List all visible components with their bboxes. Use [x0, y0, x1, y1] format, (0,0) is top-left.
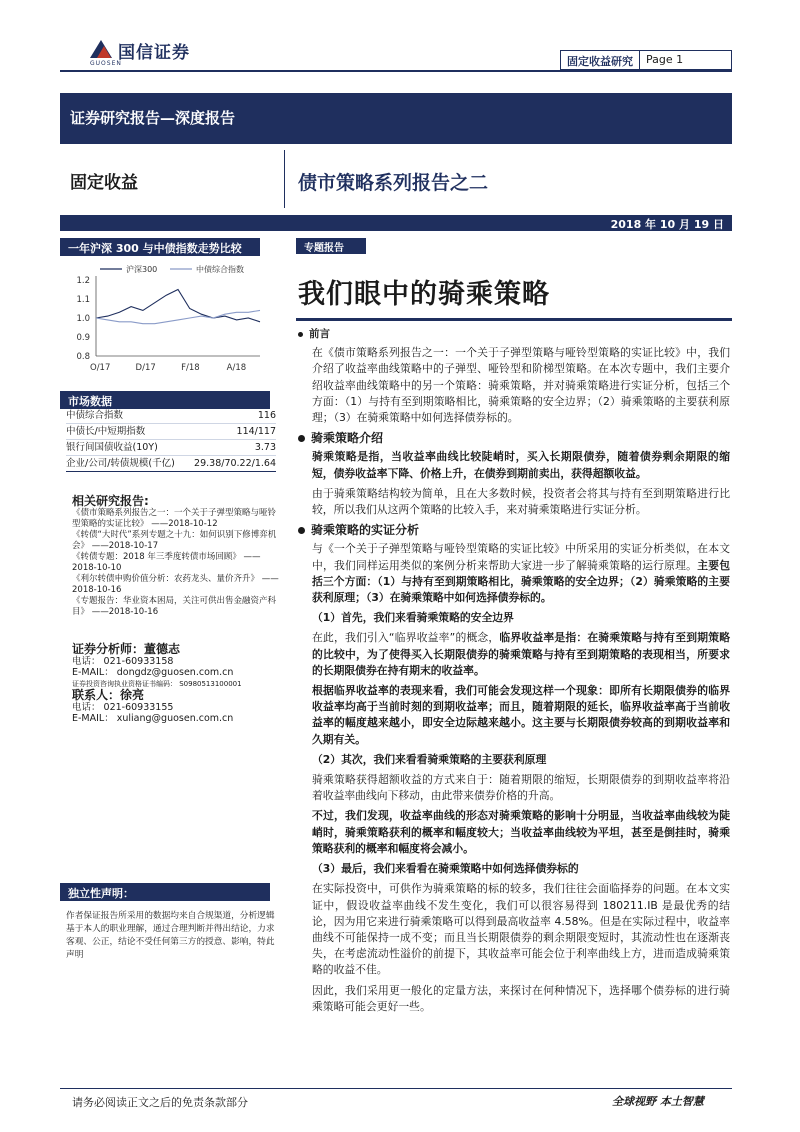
y-tick-label: 0.9 — [76, 333, 90, 343]
date-bar — [60, 215, 732, 231]
paragraph-bold: 根据临界收益率的表现来看，我们可能会发现这样一个现象：即所有长期限债券的临界收益率均高于当前时刻的到期收益率；而且，随着期限的延长，临界收益率高于当前收益率的幅度越来越小，即安全边际越来越小。这主要与长期限债券较高的到期收益率和久期有关。 — [312, 684, 730, 746]
related-reports-title: 相关研究报告: — [72, 494, 149, 508]
analyst-cert: 证券投资咨询执业资格证书编码： S0980513100001 — [72, 679, 242, 688]
paragraph: 在此，我们引入“临界收益率”的概念，临界收益率是指：在骑乘策略与持有至到期策略的比较中，为了使得买入长期限债券的骑乘策略与持有至到期策略的表现相当，所要求的长期限债券在持有期末的收益率。 — [312, 631, 731, 677]
market-data-bar — [60, 391, 270, 409]
contact-email: E-MAIL： xuliang@guosen.com.cn — [72, 713, 234, 724]
y-tick-label: 1.2 — [76, 276, 90, 286]
banner-divider — [284, 150, 285, 208]
report-type-banner — [60, 93, 732, 143]
market-data-table — [66, 408, 276, 472]
analyst-name: 证券分析师：董德志 — [72, 642, 181, 656]
related-report: 《专题报告：华业资本困局，关注可供出售金融资产科目》 ——2018-10-16 — [72, 596, 277, 617]
related-report: 《利尔转债申购价值分析：农药龙头、量价齐升》 ——2018-10-16 — [72, 574, 279, 595]
analyst-phone: 电话： 021-60933158 — [72, 655, 174, 667]
chart-title: 一年沪深 300 与中债指数走势比较 — [68, 242, 242, 255]
main-title: 我们眼中的骑乘策略 — [298, 279, 550, 310]
series-line — [96, 310, 260, 323]
related-report: 《转债“大时代”系列专题之十九：如何识别下修博弈机会》 ——2018-10-17 — [72, 530, 277, 551]
section-heading-ride: 骑乘策略介绍 — [298, 430, 730, 446]
subheading-2: （2）其次，我们来看看骑乘策略的主要获利原理 — [312, 752, 547, 766]
paragraph: 骑乘策略获得超额收益的方式来自于：随着期限的缩短，长期限债券的到期收益率将沿着收益率曲线向下移动，由此带来债券价格的升高。 — [312, 773, 730, 803]
series-title: 债市策略系列报告之二 — [298, 172, 489, 194]
paragraph: 由于骑乘策略结构较为简单，且在大多数时候，投资者会将其与持有至到期策略进行比较，所以我们从这两个策略的比较入手，来对骑乘策略进行实证分析。 — [312, 486, 730, 517]
header-badge — [560, 50, 732, 70]
independence-bar — [60, 883, 270, 901]
legend-label: 沪深300 — [126, 265, 158, 274]
paragraph: 因此，我们采用更一般化的定量方法，来探讨在何种情况下，选择哪个债券标的进行骑乘策略可能会更好一些。 — [312, 983, 730, 1013]
market-data-row — [66, 424, 276, 440]
market-data-row — [66, 408, 276, 424]
market-data-label: 企业/公司/转债规模(千亿) — [66, 458, 175, 469]
guosen-logo-icon — [88, 38, 114, 60]
footer-slogan: 全球视野 本土智慧 — [612, 1095, 704, 1108]
related-reports-list — [72, 508, 282, 618]
market-data-label: 中债综合指数 — [66, 410, 124, 421]
related-report: 《转债专题：2018 年三季度转债市场回顾》 ——2018-10-10 — [72, 552, 261, 573]
index-trend-chart — [60, 258, 265, 376]
paragraph: 在实际投资中，可供作为骑乘策略的标的较多，我们往往会面临择券的问题。在本文实证中，假设收益率曲线不发生变化，我们可以很容易得到 180211.IB 是最优秀的结论，因为用它来进行骑乘策略可以得到最高收益率 4.58%。但是在实际过程中，收益率曲线不可能保持一成不变；而且当长期限债券的剩余期限变短时，其流动性也在逐渐丧失，在考虑流动性溢价的前提下，其收益率可能会位于利率曲线上方，进而造成骑乘策略的收益不佳。 — [312, 882, 730, 977]
logo-subtext: GUOSEN — [90, 60, 122, 67]
x-tick-label: O/17 — [90, 363, 111, 373]
chart-title-bar — [60, 238, 260, 256]
market-data-value: 29.38/70.22/1.64 — [194, 458, 276, 469]
market-data-row — [66, 440, 276, 456]
contact-phone: 电话： 021-60933155 — [72, 701, 174, 713]
market-data-label: 银行间国债收益(10Y) — [66, 442, 158, 453]
related-report: 《债市策略系列报告之一：一个关于子弹型策略与哑铃型策略的实证比较》 ——2018-10-12 — [72, 508, 277, 529]
section-heading-intro: 前言 — [298, 326, 730, 342]
market-data-row — [66, 456, 276, 472]
x-tick-label: A/18 — [226, 363, 247, 373]
analyst-email: E-MAIL： dongdz@guosen.com.cn — [72, 667, 234, 678]
contact-name: 联系人：徐亮 — [72, 688, 145, 702]
logo-text: 国信证券 — [118, 43, 190, 63]
independence-text: 作者保证报告所采用的数据均来自合规渠道，分析逻辑基于本人的职业理解，通过合理判断并得出结论，力求客观、公正，结论不受任何第三方的授意、影响，特此声明 — [66, 911, 275, 960]
subheading-3: （3）最后，我们来看看在骑乘策略中如何选择债券标的 — [312, 862, 579, 876]
legend-label: 中债综合指数 — [196, 265, 244, 274]
page-number: Page 1 — [646, 53, 684, 66]
report-type: 证券研究报告—深度报告 — [70, 109, 236, 127]
analyst-block — [72, 644, 292, 725]
market-data-title: 市场数据 — [68, 395, 112, 408]
bullet-icon — [298, 332, 303, 337]
independence-title: 独立性声明： — [68, 887, 134, 900]
report-tag-label: 专题报告 — [304, 243, 344, 254]
footer-rule — [60, 1088, 732, 1089]
report-tag — [296, 238, 366, 254]
paragraph-bold: 不过，我们发现，收益率曲线的形态对骑乘策略的影响十分明显，当收益率曲线较为陡峭时，骑乘策略获利的概率和幅度较大；当收益率曲线较为平坦，甚至是倒挂时，骑乘策略获利的概率和幅度将会减小。 — [312, 809, 730, 855]
x-tick-label: F/18 — [181, 363, 200, 373]
bullet-icon — [298, 435, 305, 442]
sector-label: 固定收益 — [70, 173, 138, 193]
section-heading-empirical: 骑乘策略的实证分析 — [298, 522, 730, 538]
bullet-icon — [298, 527, 305, 534]
article-body — [298, 326, 730, 1019]
paragraph-bold: 骑乘策略是指，当收益率曲线比较陡峭时，买入长期限债券，随着债券剩余期限的缩短，债券收益率下降、价格上升，在债券到期前卖出，获得超额收益。 — [312, 450, 730, 480]
footer-disclaimer: 请务必阅读正文之后的免责条款部分 — [72, 1096, 248, 1109]
subheading-1: （1）首先，我们来看骑乘策略的安全边界 — [312, 611, 514, 625]
market-data-value: 116 — [257, 410, 276, 421]
sector-box — [60, 150, 280, 208]
header-category: 固定收益研究 — [561, 51, 640, 69]
y-tick-label: 0.8 — [76, 352, 90, 362]
market-data-label: 中债长/中短期指数 — [66, 426, 146, 437]
x-tick-label: D/17 — [135, 363, 156, 373]
paragraph: 与《一个关于子弹型策略与哑铃型策略的实证比较》中所采用的实证分析类似，在本文中，我们同样运用类似的案例分析来帮助大家进一步了解骑乘策略的运行原理。主要包括三个方面：（1）与持有至到期策略相比，骑乘策略的安全边界；（2）骑乘策略的主要获利原理；（3）在骑乘策略中如何选择债券标的。 — [312, 542, 731, 605]
y-tick-label: 1.1 — [76, 295, 90, 305]
y-tick-label: 1.0 — [76, 314, 90, 324]
market-data-value: 114/117 — [236, 426, 276, 437]
header-rule — [60, 70, 732, 72]
paragraph: 在《债市策略系列报告之一：一个关于子弹型策略与哑铃型策略的实证比较》中，我们介绍了收益率曲线策略中的子弹型、哑铃型和阶梯型策略。在本次专题中，我们主要介绍收益率曲线策略中的另一个策略：骑乘策略，并对骑乘策略进行实证分析，包括三个方面：（1）与持有至到期策略相比，骑乘策略的安全边界；（2）骑乘策略的主要获利原理；（3）在骑乘策略中如何选择债券标的。 — [312, 346, 730, 425]
market-data-value: 3.73 — [254, 442, 276, 453]
series-line — [96, 290, 260, 322]
report-date: 2018 年 10 月 19 日 — [610, 218, 724, 231]
title-rule — [296, 318, 732, 321]
